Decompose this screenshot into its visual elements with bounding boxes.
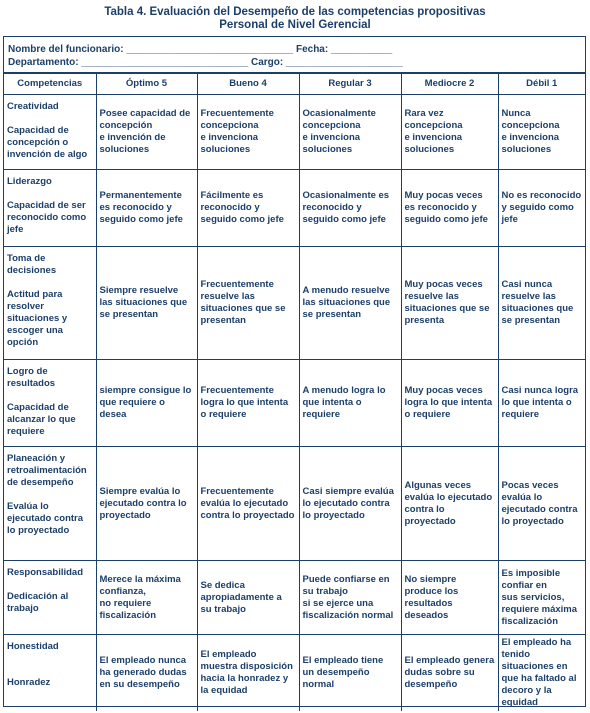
rating-cell: Muy pocas veces es reconocido y seguido como jefe — [401, 170, 498, 247]
competency-cell — [4, 247, 96, 360]
competency-name: Liderazgo — [7, 176, 52, 187]
rating-cell: Fácilmente es reconocido y seguido como jefe — [197, 170, 299, 247]
rating-cell: A menudo logra lo que intenta o requiere — [299, 360, 401, 447]
title-line-1: Tabla 4. Evaluación del Desempeño de las competencias propositivas — [104, 6, 486, 18]
competency-cell — [4, 360, 96, 447]
table-row — [4, 247, 585, 360]
competency-name: Honestidad — [7, 641, 59, 652]
header-row — [4, 74, 585, 95]
rating-cell: Permanentemente es reconocido y seguido como jefe — [96, 170, 197, 247]
table-row — [4, 95, 585, 170]
col-header-optimo: Óptimo 5 — [96, 74, 197, 95]
rating-cell: Frecuentemente resuelve las situaciones que se presentan — [197, 247, 299, 360]
col-header-debil: Débil 1 — [498, 74, 585, 95]
rating-cell: Pocas veces evalúa lo ejecutado contra lo proyectado — [498, 447, 585, 561]
rating-cell: Se dedica apropiadamente a su trabajo — [197, 561, 299, 635]
col-header-regular: Regular 3 — [299, 74, 401, 95]
col-header-competencias: Competencias — [4, 74, 96, 95]
competency-cell — [4, 635, 96, 712]
competency-cell — [4, 170, 96, 247]
rating-cell: Muy pocas veces resuelve las situaciones que se presenta — [401, 247, 498, 360]
rating-cell: Frecuentemente logra lo que intenta o requiere — [197, 360, 299, 447]
rating-cell: Casi nunca logra lo que intenta o requiere — [498, 360, 585, 447]
table-row — [4, 447, 585, 561]
rating-cell: siempre consigue lo que requiere o desea — [96, 360, 197, 447]
rating-cell: No es reconocido y seguido como jefe — [498, 170, 585, 247]
rating-cell: Frecuentemente concepciona e invenciona soluciones — [197, 95, 299, 170]
rating-cell: El empleado nunca ha generado dudas en su desempeño — [96, 635, 197, 712]
competency-name: Creatividad — [7, 101, 59, 112]
competency-description: Actitud para resolver situaciones y escoger una opción — [7, 289, 68, 348]
rating-cell: Merece la máxima confianza, no requiere fiscalización — [96, 561, 197, 635]
rating-cell: Casi siempre evalúa lo ejecutado contra lo proyectado — [299, 447, 401, 561]
title-line-2: Personal de Nivel Gerencial — [219, 19, 371, 31]
table-title — [0, 6, 590, 32]
competency-description: Evalúa lo ejecutado contra lo proyectado — [7, 501, 84, 536]
competency-cell — [4, 447, 96, 561]
rating-cell: Ocasionalmente es reconocido y seguido como jefe — [299, 170, 401, 247]
rating-cell: Frecuentemente evalúa lo ejecutado contra lo proyectado — [197, 447, 299, 561]
employee-date-line: Nombre del funcionario: ______________________________ Fecha: ___________ — [8, 44, 393, 55]
table-row — [4, 170, 585, 247]
evaluation-form — [3, 36, 586, 707]
form-fields — [4, 37, 585, 73]
rating-cell: Ocasionalmente concepciona e invenciona soluciones — [299, 95, 401, 170]
competency-description: Capacidad de concepción o invención de algo — [7, 125, 88, 160]
department-position-line: Departamento: ______________________________ Cargo: _____________________ — [8, 57, 403, 68]
rating-cell: No siempre produce los resultados deseados — [401, 561, 498, 635]
rating-cell: Algunas veces evalúa lo ejecutado contra lo proyectado — [401, 447, 498, 561]
rating-cell: El empleado ha tenido situaciones en que ha faltado al decoro y la equidad — [498, 635, 585, 712]
competency-cell — [4, 95, 96, 170]
rating-cell: Nunca concepciona e invenciona soluciones — [498, 95, 585, 170]
competency-table — [4, 73, 585, 711]
competency-name: Planeación y retroalimentación de desempeño — [7, 453, 87, 488]
rating-cell: Casi nunca resuelve las situaciones que se presentan — [498, 247, 585, 360]
competency-name: Toma de decisiones — [7, 253, 57, 276]
rating-cell: El empleado tiene un desempeño normal — [299, 635, 401, 712]
col-header-bueno: Bueno 4 — [197, 74, 299, 95]
competency-description: Dedicación al trabajo — [7, 591, 69, 614]
rating-cell: Rara vez concepciona e invenciona soluciones — [401, 95, 498, 170]
rating-cell: Puede confiarse en su trabajo si se ejerce una fiscalización normal — [299, 561, 401, 635]
col-header-mediocre: Mediocre 2 — [401, 74, 498, 95]
rating-cell: Siempre evalúa lo ejecutado contra lo proyectado — [96, 447, 197, 561]
competency-description: Capacidad de alcanzar lo que requiere — [7, 402, 76, 437]
rating-cell: El empleado genera dudas sobre su desempeño — [401, 635, 498, 712]
table-row — [4, 360, 585, 447]
competency-description: Capacidad de ser reconocido como jefe — [7, 200, 87, 235]
rating-cell: Posee capacidad de concepción e invención de soluciones — [96, 95, 197, 170]
rating-cell: Es imposible confiar en sus servicios, requiere máxima fiscalización — [498, 561, 585, 635]
competency-cell — [4, 561, 96, 635]
competency-name: Logro de resultados — [7, 366, 56, 389]
competency-description: Honradez — [7, 677, 51, 688]
rating-cell: Siempre resuelve las situaciones que se presentan — [96, 247, 197, 360]
rating-cell: El empleado muestra disposición hacia la honradez y la equidad — [197, 635, 299, 712]
rating-cell: A menudo resuelve las situaciones que se presentan — [299, 247, 401, 360]
rating-cell: Muy pocas veces logra lo que intenta o requiere — [401, 360, 498, 447]
competency-name: Responsabilidad — [7, 567, 84, 578]
table-row — [4, 635, 585, 712]
table-row — [4, 561, 585, 635]
